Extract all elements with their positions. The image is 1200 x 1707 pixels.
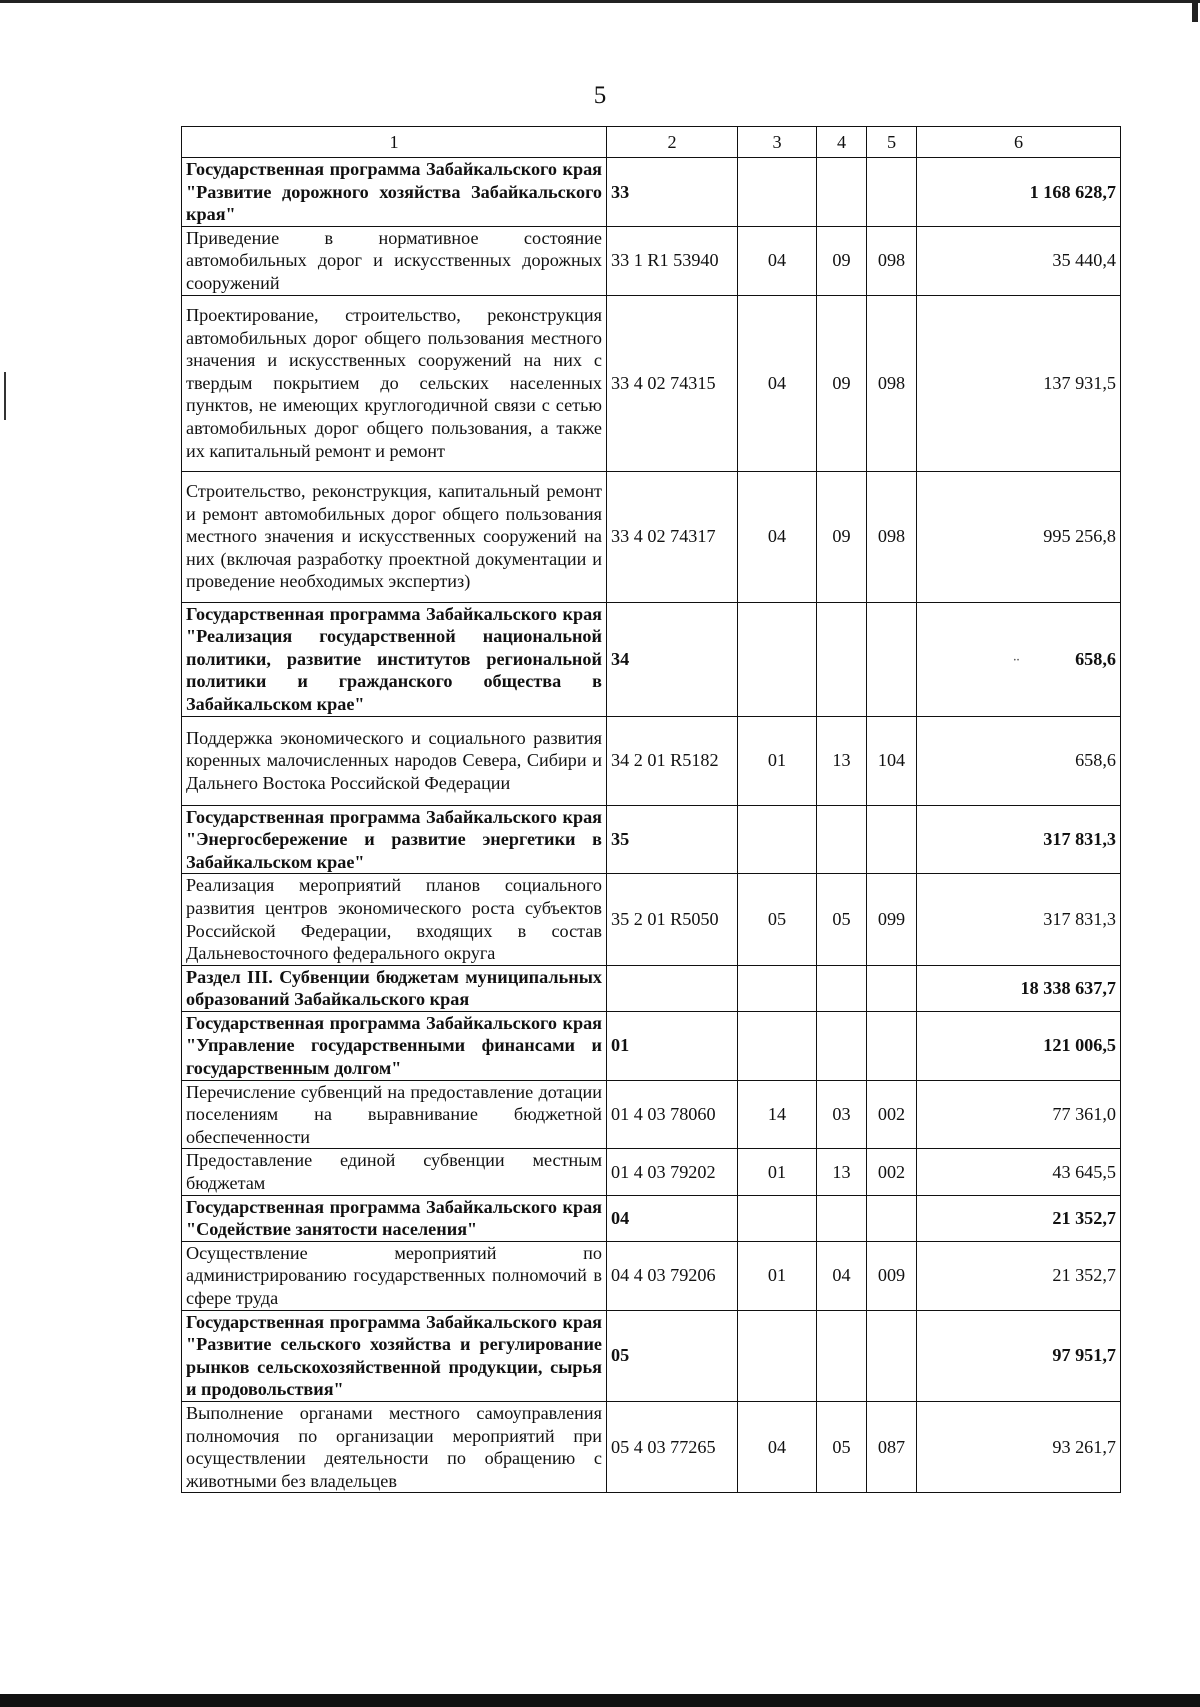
column-header-5: 5 (867, 127, 917, 158)
row-name-cell: Государственная программа Забайкальского края "Реализация государственной национальной политики, развитие институтов региональной политики и гражданского общества в Забайкальском крае" (182, 602, 607, 716)
row-col4-cell (817, 965, 867, 1011)
table-body (182, 158, 1121, 1493)
row-code-cell: 34 (607, 602, 738, 716)
row-name-cell: Строительство, реконструкция, капитальный ремонт и ремонт автомобильных дорог общего пользования местного значения и искусственных сооружений на них (включая разработку проектной документации и проведение необходимых экспертиз) (182, 471, 607, 602)
row-name-cell: Приведение в нормативное состояние автомобильных дорог и искусственных дорожных сооружений (182, 226, 607, 295)
row-col4-cell (817, 602, 867, 716)
table-row (182, 1011, 1121, 1080)
row-col5-cell (867, 965, 917, 1011)
row-amount-cell: 77 361,0 (917, 1080, 1121, 1149)
budget-table (181, 126, 1121, 1493)
table-row (182, 805, 1121, 874)
row-col4-cell (817, 805, 867, 874)
scan-edge-bottom (0, 1694, 1200, 1707)
row-name-cell: Государственная программа Забайкальского края "Управление государственными финансами и государственным долгом" (182, 1011, 607, 1080)
table-row (182, 226, 1121, 295)
row-col3-cell (738, 1195, 817, 1241)
row-col3-cell: 04 (738, 226, 817, 295)
column-header-4: 4 (817, 127, 867, 158)
row-amount-cell: 121 006,5 (917, 1011, 1121, 1080)
row-col3-cell (738, 158, 817, 227)
row-col5-cell: 002 (867, 1149, 917, 1195)
row-col5-cell: 099 (867, 874, 917, 965)
row-col4-cell: 09 (817, 295, 867, 471)
row-code-cell: 01 (607, 1011, 738, 1080)
row-col4-cell: 13 (817, 716, 867, 805)
row-amount-cell: 317 831,3 (917, 874, 1121, 965)
row-amount-cell (917, 602, 1121, 716)
row-amount-cell: 21 352,7 (917, 1241, 1121, 1310)
table-row (182, 716, 1121, 805)
row-code-cell: 34 2 01 R5182 (607, 716, 738, 805)
row-col4-cell (817, 1195, 867, 1241)
table-header-row (182, 127, 1121, 158)
row-col5-cell: 098 (867, 471, 917, 602)
row-amount-cell: 43 645,5 (917, 1149, 1121, 1195)
row-col5-cell (867, 1011, 917, 1080)
row-amount-cell: 93 261,7 (917, 1401, 1121, 1492)
row-col4-cell (817, 1011, 867, 1080)
table-row (182, 1080, 1121, 1149)
row-col4-cell: 09 (817, 471, 867, 602)
column-header-6: 6 (917, 127, 1121, 158)
row-col3-cell (738, 965, 817, 1011)
row-amount-cell: 317 831,3 (917, 805, 1121, 874)
row-col3-cell: 04 (738, 1401, 817, 1492)
row-name-cell: Перечисление субвенций на предоставление дотации поселениям на выравнивание бюджетной обеспеченности (182, 1080, 607, 1149)
row-name-cell: Выполнение органами местного самоуправления полномочия по организации мероприятий при осуществлении деятельности по обращению с животными без владельцев (182, 1401, 607, 1492)
row-code-cell: 33 1 R1 53940 (607, 226, 738, 295)
row-col5-cell (867, 1310, 917, 1401)
row-code-cell: 01 4 03 78060 (607, 1080, 738, 1149)
row-col3-cell (738, 1011, 817, 1080)
row-col5-cell: 104 (867, 716, 917, 805)
row-col4-cell: 04 (817, 1241, 867, 1310)
row-amount-cell: 18 338 637,7 (917, 965, 1121, 1011)
row-name-cell: Раздел III. Субвенции бюджетам муниципальных образований Забайкальского края (182, 965, 607, 1011)
row-col3-cell: 14 (738, 1080, 817, 1149)
row-col3-cell (738, 1310, 817, 1401)
row-col3-cell: 05 (738, 874, 817, 965)
row-col5-cell (867, 158, 917, 227)
table-row (182, 874, 1121, 965)
row-amount-cell: 21 352,7 (917, 1195, 1121, 1241)
table-row (182, 1195, 1121, 1241)
row-name-cell: Государственная программа Забайкальского края "Развитие дорожного хозяйства Забайкальского края" (182, 158, 607, 227)
row-col5-cell: 002 (867, 1080, 917, 1149)
row-name-cell: Государственная программа Забайкальского края "Содействие занятости населения" (182, 1195, 607, 1241)
row-code-cell: 33 4 02 74317 (607, 471, 738, 602)
row-col4-cell: 05 (817, 1401, 867, 1492)
row-col4-cell: 03 (817, 1080, 867, 1149)
row-amount-value: 658,6 (1075, 648, 1116, 669)
row-code-cell: 04 (607, 1195, 738, 1241)
row-col3-cell: 01 (738, 1241, 817, 1310)
scan-edge-top (0, 0, 1200, 3)
scan-edge-right (1192, 0, 1198, 22)
row-amount-cell: 97 951,7 (917, 1310, 1121, 1401)
page-number: 5 (593, 82, 607, 109)
row-code-cell: 05 4 03 77265 (607, 1401, 738, 1492)
table-row (182, 1310, 1121, 1401)
row-name-cell: Предоставление единой субвенции местным бюджетам (182, 1149, 607, 1195)
row-name-cell: Проектирование, строительство, реконструкция автомобильных дорог общего пользования местного значения и искусственных сооружений на них с твердым покрытием до сельских населенных пунктов, не имеющих круглогодичной связи с сетью автомобильных дорог общего пользования, а также их капитальный ремонт и ремонт (182, 295, 607, 471)
row-col3-cell: 04 (738, 295, 817, 471)
scan-edge-left-mark (4, 372, 6, 420)
row-col3-cell (738, 602, 817, 716)
row-col4-cell (817, 1310, 867, 1401)
column-header-3: 3 (738, 127, 817, 158)
row-col5-cell: 098 (867, 226, 917, 295)
row-col3-cell: 01 (738, 1149, 817, 1195)
row-amount-cell: 658,6 (917, 716, 1121, 805)
row-col4-cell (817, 158, 867, 227)
row-code-cell: 33 (607, 158, 738, 227)
row-code-cell: 01 4 03 79202 (607, 1149, 738, 1195)
row-amount-cell: 1 168 628,7 (917, 158, 1121, 227)
row-amount-cell: 35 440,4 (917, 226, 1121, 295)
row-code-cell (607, 965, 738, 1011)
table-row (182, 1241, 1121, 1310)
row-col5-cell (867, 1195, 917, 1241)
table-row (182, 602, 1121, 716)
row-col3-cell: 01 (738, 716, 817, 805)
row-col5-cell: 087 (867, 1401, 917, 1492)
column-header-2: 2 (607, 127, 738, 158)
column-header-1: 1 (182, 127, 607, 158)
row-col4-cell: 09 (817, 226, 867, 295)
table-row (182, 965, 1121, 1011)
table-row (182, 1149, 1121, 1195)
row-col5-cell: 009 (867, 1241, 917, 1310)
scan-speck-icon: ·· (1013, 654, 1020, 666)
table-row (182, 1401, 1121, 1492)
row-code-cell: 35 2 01 R5050 (607, 874, 738, 965)
row-col4-cell: 05 (817, 874, 867, 965)
row-code-cell: 04 4 03 79206 (607, 1241, 738, 1310)
row-col5-cell (867, 602, 917, 716)
row-col4-cell: 13 (817, 1149, 867, 1195)
row-code-cell: 35 (607, 805, 738, 874)
row-col3-cell: 04 (738, 471, 817, 602)
row-code-cell: 33 4 02 74315 (607, 295, 738, 471)
row-col5-cell: 098 (867, 295, 917, 471)
row-name-cell: Государственная программа Забайкальского края "Энергосбережение и развитие энергетики в Забайкальском крае" (182, 805, 607, 874)
row-amount-cell: 137 931,5 (917, 295, 1121, 471)
row-name-cell: Реализация мероприятий планов социального развития центров экономического роста субъектов Российской Федерации, входящих в состав Дальневосточного федерального округа (182, 874, 607, 965)
table-row (182, 471, 1121, 602)
row-code-cell: 05 (607, 1310, 738, 1401)
table-row (182, 295, 1121, 471)
row-name-cell: Поддержка экономического и социального развития коренных малочисленных народов Севера, Сибири и Дальнего Востока Российской Федерации (182, 716, 607, 805)
table-row (182, 158, 1121, 227)
row-name-cell: Государственная программа Забайкальского края "Развитие сельского хозяйства и регулирование рынков сельскохозяйственной продукции, сырья и продовольствия" (182, 1310, 607, 1401)
row-name-cell: Осуществление мероприятий по администрированию государственных полномочий в сфере труда (182, 1241, 607, 1310)
row-col3-cell (738, 805, 817, 874)
row-amount-cell: 995 256,8 (917, 471, 1121, 602)
row-col5-cell (867, 805, 917, 874)
